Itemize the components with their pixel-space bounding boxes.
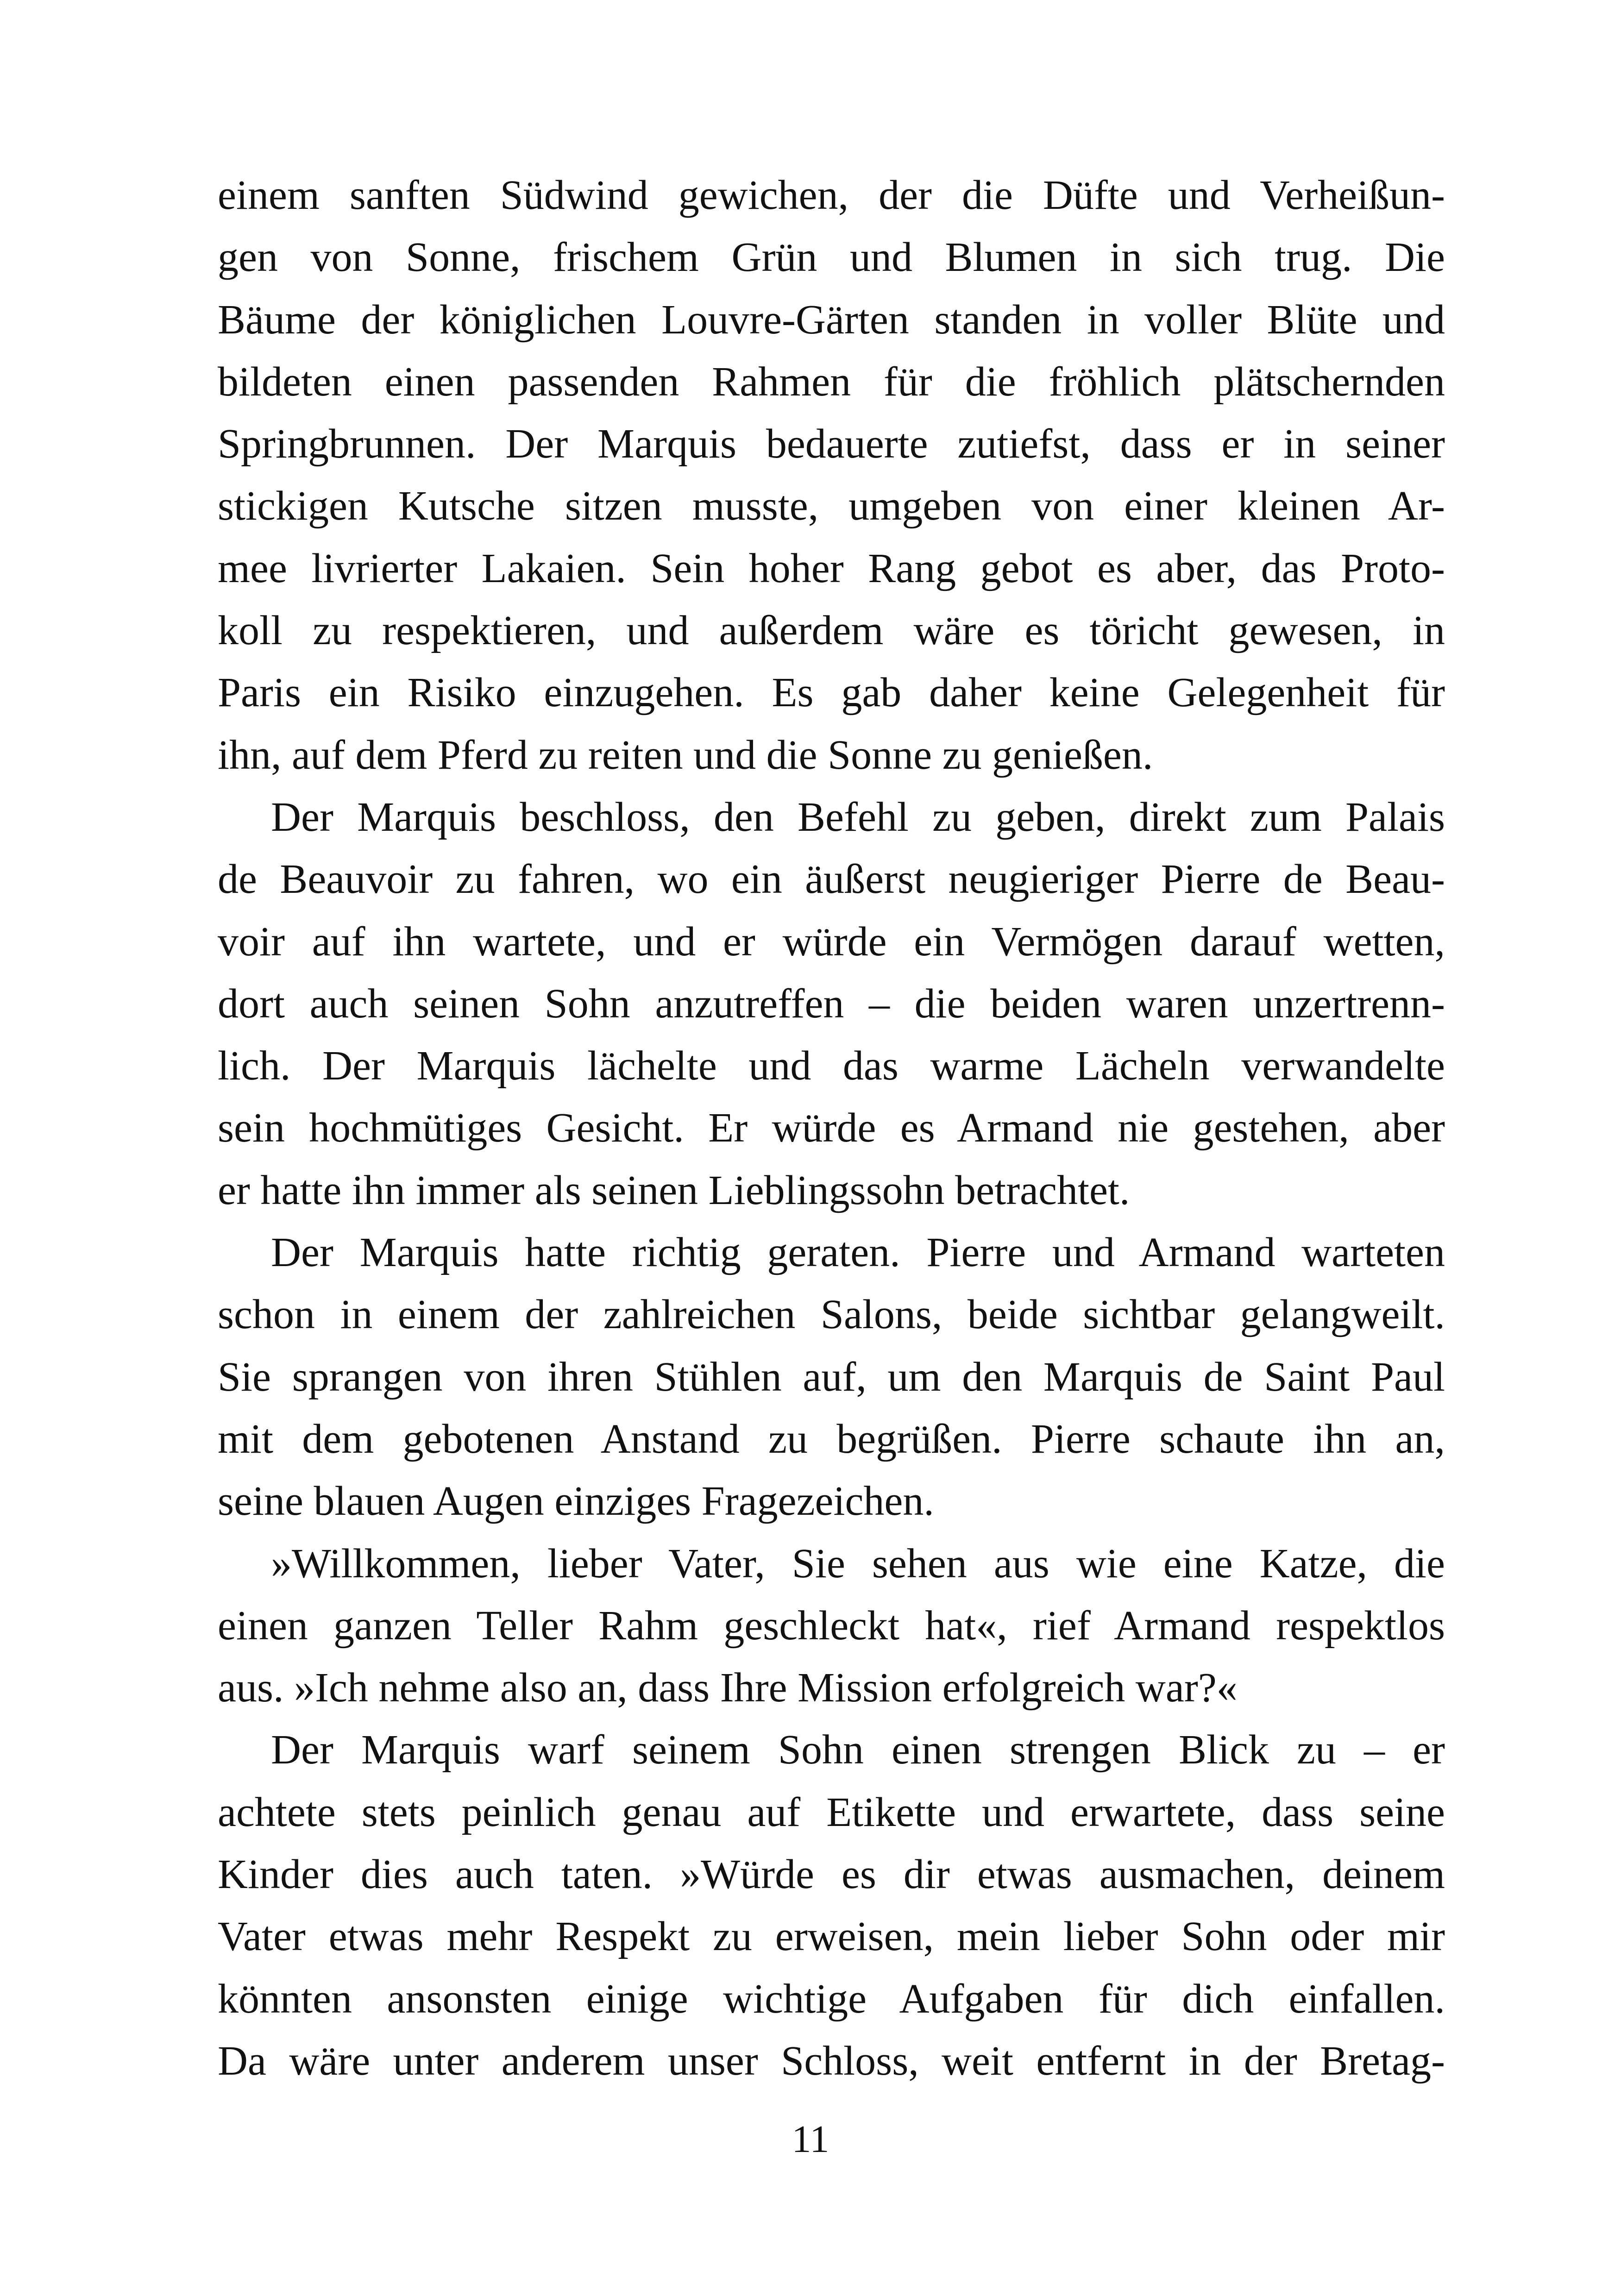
text-line: aus. »Ich nehme also an, dass Ihre Mission erfolgreich war?« <box>218 1665 1238 1711</box>
text-line: stickigen Kutsche sitzen musste, umgeben von einer kleinen Ar- <box>218 483 1445 529</box>
text-line: ihn, auf dem Pferd zu reiten und die Sonne zu genießen. <box>218 732 1153 778</box>
text-line: sein hochmütiges Gesicht. Er würde es Armand nie gestehen, aber <box>218 1105 1445 1151</box>
text-line: bildeten einen passenden Rahmen für die fröhlich plätschernden <box>218 358 1445 405</box>
text-line: seine blauen Augen einziges Fragezeichen. <box>218 1478 934 1524</box>
text-line: könnten ansonsten einige wichtige Aufgaben für dich einfallen. <box>218 1976 1445 2022</box>
text-line: achtete stets peinlich genau auf Etikette und erwartete, dass seine <box>218 1789 1445 1835</box>
text-line: koll zu respektieren, und außerdem wäre es töricht gewesen, in <box>218 608 1445 654</box>
text-line: Der Marquis warf seinem Sohn einen strengen Blick zu – er <box>271 1727 1445 1773</box>
text-line: er hatte ihn immer als seinen Lieblingssohn betrachtet. <box>218 1167 1130 1213</box>
text-line: einen ganzen Teller Rahm geschleckt hat«, rief Armand respektlos <box>218 1602 1445 1649</box>
text-line: mee livrierter Lakaien. Sein hoher Rang gebot es aber, das Proto- <box>218 545 1445 591</box>
text-line: einem sanften Südwind gewichen, der die Düfte und Verheißun- <box>218 172 1445 218</box>
text-line: Sie sprangen von ihren Stühlen auf, um den Marquis de Saint Paul <box>218 1354 1445 1400</box>
text-line: de Beauvoir zu fahren, wo ein äußerst neugieriger Pierre de Beau- <box>218 856 1445 903</box>
page-number: 11 <box>792 2118 829 2161</box>
text-line: Vater etwas mehr Respekt zu erweisen, mein lieber Sohn oder mir <box>218 1913 1445 1960</box>
text-line: schon in einem der zahlreichen Salons, beide sichtbar gelangweilt. <box>218 1292 1445 1338</box>
text-line: Paris ein Risiko einzugehen. Es gab daher keine Gelegenheit für <box>218 670 1445 716</box>
text-line: Kinder dies auch taten. »Würde es dir etwas ausmachen, deinem <box>218 1851 1445 1898</box>
text-line: Der Marquis beschloss, den Befehl zu geben, direkt zum Palais <box>271 794 1445 840</box>
text-line: lich. Der Marquis lächelte und das warme Lächeln verwandelte <box>218 1043 1445 1089</box>
text-line: mit dem gebotenen Anstand zu begrüßen. Pierre schaute ihn an, <box>218 1416 1445 1462</box>
text-line: Springbrunnen. Der Marquis bedauerte zutiefst, dass er in seiner <box>218 421 1445 467</box>
text-line: voir auf ihn wartete, und er würde ein Vermögen darauf wetten, <box>218 918 1445 965</box>
text-line: dort auch seinen Sohn anzutreffen – die beiden waren unzertrenn- <box>218 980 1445 1027</box>
text-line: gen von Sonne, frischem Grün und Blumen in sich trug. Die <box>218 234 1445 281</box>
body-text <box>218 164 1445 2092</box>
text-line: Da wäre unter anderem unser Schloss, weit entfernt in der Bretag- <box>218 2038 1445 2084</box>
text-line: »Willkommen, lieber Vater, Sie sehen aus wie eine Katze, die <box>271 1540 1445 1587</box>
text-line: Bäume der königlichen Louvre-Gärten standen in voller Blüte und <box>218 296 1445 343</box>
text-line: Der Marquis hatte richtig geraten. Pierre und Armand warteten <box>271 1230 1445 1276</box>
